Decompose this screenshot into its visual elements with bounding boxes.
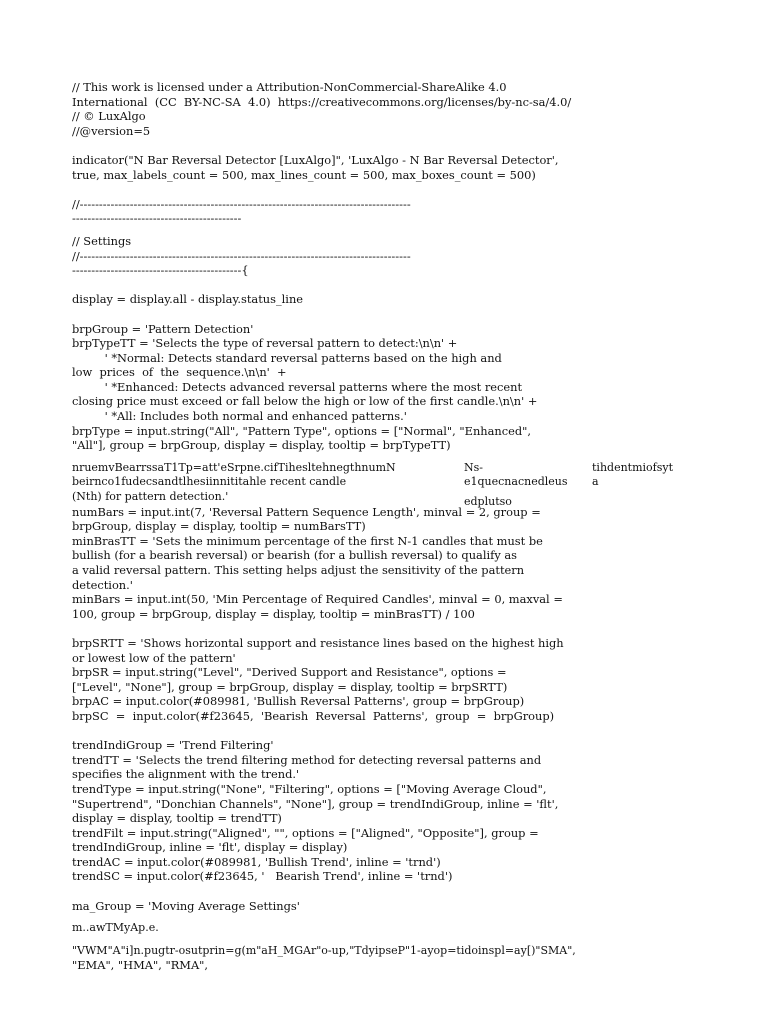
code-line: "Supertrend", "Donchian Channels", "None"], group = trendIndiGroup, inline = 'flt', <box>72 796 559 811</box>
code-line: specifies the alignment with the trend.' <box>72 767 300 782</box>
code-line: closing price must exceed or fall below the high or low of the first candle.\n\n' + <box>72 394 538 409</box>
license-header <box>72 80 696 138</box>
garbled-text: tihdentmiofsyt <box>592 460 674 474</box>
code-line: ' *All: Includes both normal and enhanced patterns.' <box>72 409 407 424</box>
code-line: minBars = input.int(50, 'Min Percentage of Required Candles', minval = 0, maxval = <box>72 592 563 607</box>
code-line: trendType = input.string("None", "Filtering", options = ["Moving Average Cloud", <box>72 781 547 796</box>
code-line: trendIndiGroup, inline = 'flt', display = display) <box>72 840 348 855</box>
separator-rule <box>72 197 696 226</box>
code-line: ma_Group = 'Moving Average Settings' <box>72 898 300 913</box>
code-line: trendTT = 'Selects the trend filtering method for detecting reversal patterns and <box>72 752 542 767</box>
code-line: brpSR = input.string("Level", "Derived Support and Resistance", options = <box>72 665 507 680</box>
code-line: --------------------------------------------{ <box>72 263 249 278</box>
code-line: brpSC = input.color(#f23645, 'Bearish Reversal Patterns', group = brpGroup) <box>72 708 555 723</box>
garbled-text: m..awTMyAp.e. <box>72 921 159 935</box>
code-line: //-------------------------------------------------------------------------------------- <box>72 196 411 211</box>
code-line: trendIndiGroup = 'Trend Filtering' <box>72 738 274 753</box>
code-line: ' *Enhanced: Detects advanced reversal patterns where the most recent <box>72 379 523 394</box>
code-line: numBars = input.int(7, 'Reversal Pattern Sequence Length', minval = 2, group = <box>72 504 541 519</box>
code-line: trendFilt = input.string("Aligned", "", options = ["Aligned", "Opposite"], group = <box>72 825 539 840</box>
code-line: -------------------------------------------- <box>72 211 242 226</box>
code-line: "All"], group = brpGroup, display = display, tooltip = brpTypeTT) <box>72 438 451 453</box>
code-line: ["Level", "None"], group = brpGroup, display = display, tooltip = brpSRTT) <box>72 679 508 694</box>
numbars-block <box>72 505 696 622</box>
code-line: bullish (for a bearish reversal) or bearish (for a bullish reversal) to qualify as <box>72 548 518 563</box>
code-line: brpTypeTT = 'Selects the type of reversal pattern to detect:\n\n' + <box>72 336 458 351</box>
garbled-text: a <box>592 475 599 489</box>
code-line: low prices of the sequence.\n\n' + <box>72 365 287 380</box>
pattern-block <box>72 322 696 453</box>
code-line: brpSRTT = 'Shows horizontal support and resistance lines based on the highest high <box>72 635 564 650</box>
code-line: or lowest low of the pattern' <box>72 650 236 665</box>
code-line: ' *Normal: Detects standard reversal patterns based on the high and <box>72 350 502 365</box>
garbled-text: (Nth) for pattern detection.' <box>72 490 229 504</box>
garbled-text: beirnco1fudecsandtlhesiinnititahle recent candle <box>72 475 347 489</box>
moving-average-block <box>72 899 696 973</box>
code-line: display = display.all - display.status_line <box>72 292 304 307</box>
code-line: //@version=5 <box>72 123 151 138</box>
code-line: // © LuxAlgo <box>72 109 146 124</box>
code-line: display = display, tooltip = trendTT) <box>72 811 282 826</box>
code-line: brpGroup, display = display, tooltip = numBarsTT) <box>72 519 366 534</box>
code-line: minBrasTT = 'Sets the minimum percentage of the first N-1 candles that must be <box>72 533 543 548</box>
garbled-text: Ns- <box>464 460 483 474</box>
indicator-declaration <box>72 153 696 182</box>
code-line: trendSC = input.color(#f23645, ' Bearish Trend', inline = 'trnd') <box>72 869 453 884</box>
trend-filter-block <box>72 738 696 884</box>
code-line: brpType = input.string("All", "Pattern Type", options = ["Normal", "Enhanced", <box>72 423 532 438</box>
garbled-text: e1quecnacnedleus <box>464 475 568 489</box>
code-line: "EMA", "HMA", "RMA", <box>72 958 209 973</box>
code-line: brpAC = input.color(#089981, 'Bullish Reversal Patterns', group = brpGroup) <box>72 694 525 709</box>
code-line: a valid reversal pattern. This setting helps adjust the sensitivity of the pattern <box>72 563 525 577</box>
garbled-text: nruemvBearrssaT1Tp=att'eSrpne.cifTihesltehnegthnumN <box>72 460 396 474</box>
code-line: detection.' <box>72 577 133 592</box>
code-document <box>72 80 696 973</box>
code-line: International (CC BY-NC-SA 4.0) https://creativecommons.org/licenses/by-nc-sa/4.0/ <box>72 94 572 109</box>
code-line: 100, group = brpGroup, display = display, tooltip = minBrasTT) / 100 <box>72 606 475 621</box>
code-line: //-------------------------------------------------------------------------------------- <box>72 248 411 263</box>
garbled-text-block <box>72 460 696 509</box>
garbled-text: edplutso <box>464 495 512 509</box>
code-line: brpGroup = 'Pattern Detection' <box>72 321 254 336</box>
garbled-text: "VWM"A"i]n.pugtr-osutprin=g(m"aH_MGAr"o-up,"TdyipseP"1-ayop=tidoinspl=ay[)"SMA", <box>72 943 576 957</box>
support-resistance-block <box>72 636 696 724</box>
settings-section-header <box>72 234 696 278</box>
code-line: true, max_labels_count = 500, max_lines_count = 500, max_boxes_count = 500) <box>72 167 536 182</box>
section-title: // Settings <box>72 233 132 248</box>
code-line: // This work is licensed under a Attribution-NonCommercial-ShareAlike 4.0 <box>72 80 507 94</box>
code-line: trendAC = input.color(#089981, 'Bullish Trend', inline = 'trnd') <box>72 854 441 869</box>
code-line: indicator("N Bar Reversal Detector [LuxAlgo]", 'LuxAlgo - N Bar Reversal Detector', <box>72 152 559 167</box>
